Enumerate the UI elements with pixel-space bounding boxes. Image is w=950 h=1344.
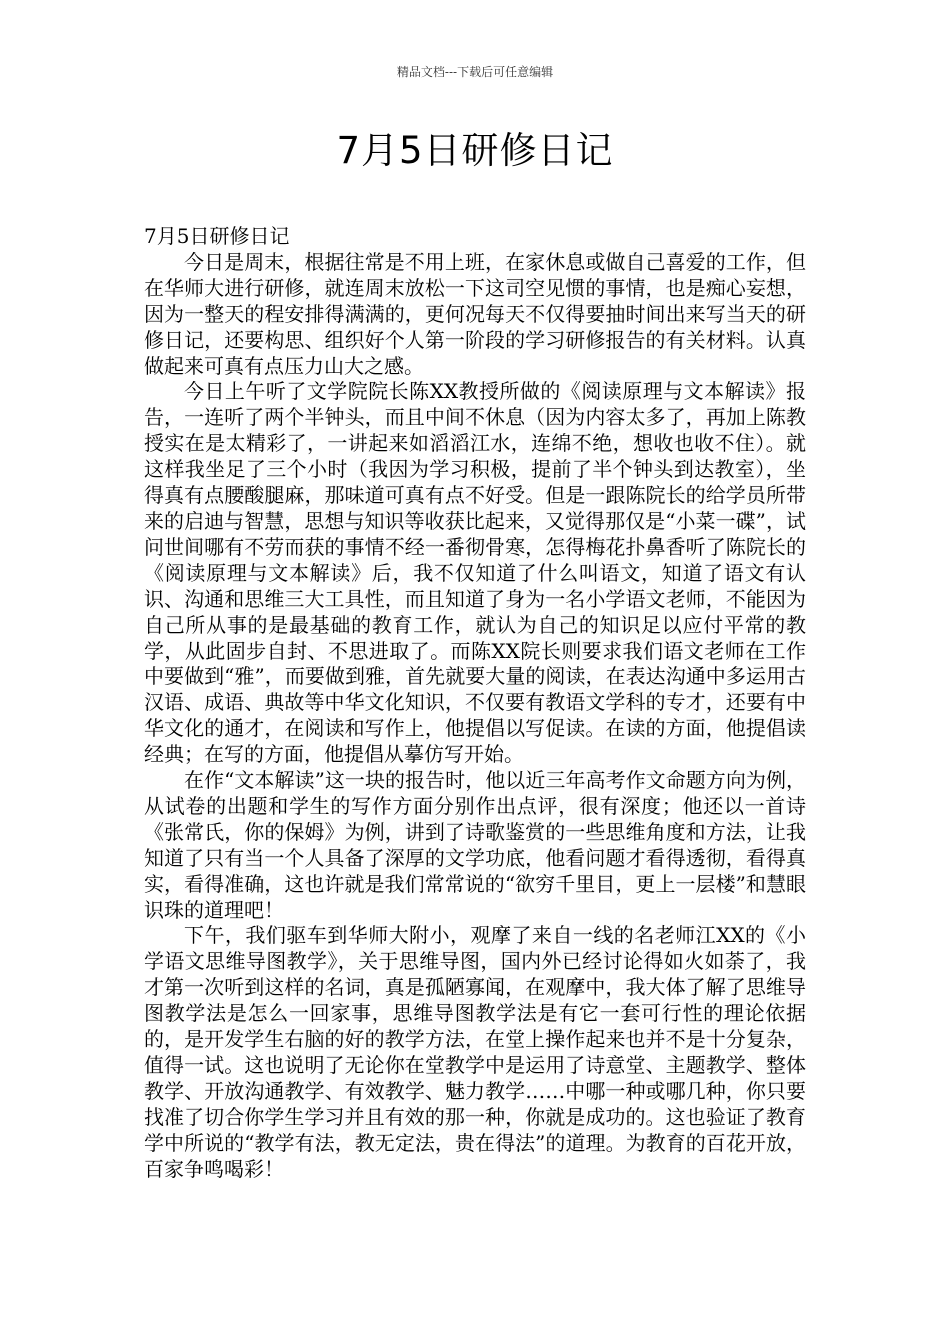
document-title: 7月5日研修日记	[336, 129, 614, 172]
document-subheading: 7月5日研修日记	[144, 224, 290, 248]
paragraph-4: 下午，我们驱车到华师大附小，观摩了来自一线的名老师江XX的《小学语文思维导图教学》，关于思维导图，国内外已经讨论得如火如荼了，我才第一次听到这样的名词，真是孤陋寡闻，在观摩中，我大体了解了思维导图教学法是怎么一回家事，思维导图教学法是有它一套可行性的理论依据的，是开发学生右脑的好的教学方法，在堂上操作起来也并不是十分复杂，值得一试。这也说明了无论你在堂教学中是运用了诗意堂、主题教学、整体教学、开放沟通教学、有效教学、魅力教学……中哪一种或哪几种，你只要找准了切合你学生学习并且有效的那一种，你就是成功的。这也验证了教育学中所说的“教学有法，教无定法，贵在得法”的道理。为教育的百花开放，百家争鸣喝彩！	[144, 923, 806, 1181]
paragraph-2: 今日上午听了文学院院长陈XX教授所做的《阅读原理与文本解读》报告，一连听了两个半钟头，而且中间不休息（因为内容太多了，再加上陈教授实在是太精彩了，一讲起来如滔滔江水，连绵不绝，想收也收不住）。就这样我坐足了三个小时（我因为学习积极，提前了半个钟头到达教室），坐得真有点腰酸腿麻，那味道可真有点不好受。但是一跟陈院长的给学员所带来的启迪与智慧，思想与知识等收获比起来，又觉得那仅是“小菜一碟”，试问世间哪有不劳而获的事情不经一番彻骨寒，怎得梅花扑鼻香听了陈院长的《阅读原理与文本解读》后，我不仅知道了什么叫语文，知道了语文有认识、沟通和思维三大工具性，而且知道了身为一名小学语文老师，不能因为自己所从事的是最基础的教育工作，就认为自己的知识足以应付平常的教学，从此固步自封、不思进取了。而陈XX院长则要求我们语文老师在工作中要做到“雅”，而要做到雅，首先就要大量的阅读，在表达沟通中多运用古汉语、成语、典故等中华文化知识，不仅要有教语文学科的专才，还要有中华文化的通才，在阅读和写作上，他提倡以写促读。在读的方面，他提倡读经典；在写的方面，他提倡从摹仿写开始。	[144, 379, 806, 767]
paragraph-3: 在作“文本解读”这一块的报告时，他以近三年高考作文命题方向为例，从试卷的出题和学生的写作方面分别作出点评，很有深度；他还以一首诗《张常氏，你的保姆》为例，讲到了诗歌鉴赏的一些思维角度和方法，让我知道了只有当一个人具备了深厚的文学功底，他看问题才看得透彻，看得真实，看得准确，这也许就是我们常常说的“欲穷千里目，更上一层楼”和慧眼识珠的道理吧！	[144, 768, 806, 922]
paragraph-1: 今日是周末，根据往常是不用上班，在家休息或做自己喜爱的工作，但在华师大进行研修，就连周末放松一下这司空见惯的事情，也是痴心妄想，因为一整天的程安排得满满的，更何况每天不仅得要抽时间出来写当天的研修日记，还要构思、组织好个人第一阶段的学习研修报告的有关材料。认真做起来可真有点压力山大之感。	[144, 249, 806, 378]
document-body	[144, 224, 806, 1183]
header-note: 精品文档---下载后可任意编辑	[396, 65, 554, 79]
